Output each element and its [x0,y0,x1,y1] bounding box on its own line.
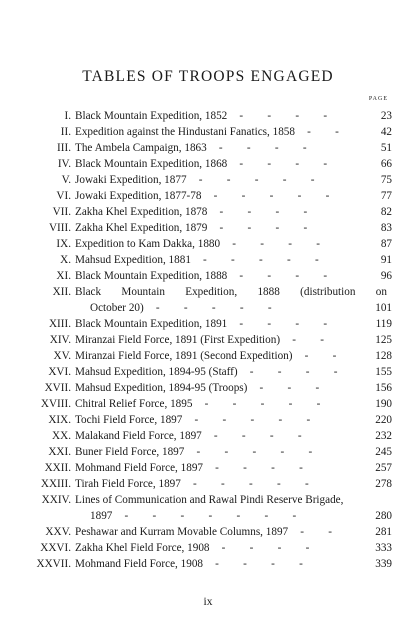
leader-dash: - [259,254,263,266]
leader-dash: - [221,542,226,554]
leader-dash: - [213,190,218,202]
entry-page-number: 82 [380,206,392,218]
entry-page-number: 156 [375,382,392,394]
leader-dash: - [300,526,305,538]
leader-dash: - [323,158,328,170]
leader-dash: - [306,414,311,426]
leader-dash: - [215,558,219,570]
entry-numeral: XXV. [45,526,71,538]
entry-page-number: 128 [375,350,392,362]
entry-numeral: XVII. [44,382,71,394]
entry-page-number: 281 [375,526,392,538]
leader-dash: - [299,462,303,474]
toc-entry [0,236,416,252]
leader-dash: - [275,222,280,234]
entry-title: Mahsud Expedition, 1894-95 (Staff) - - - - [75,364,385,380]
entry-page-number: 66 [380,158,392,170]
leader-dash: - [252,446,257,458]
entry-title-continued: 1897 [90,510,113,522]
leader-dash: - [208,510,213,522]
entry-numeral: XVI. [48,366,71,378]
leader-dash: - [325,190,330,202]
entry-title: Black Mountain Expedition, 1868 - - - - [75,156,385,172]
entry-numeral: II. [60,126,71,138]
entry-page-number: 75 [380,174,392,186]
entry-numeral: IV. [57,158,71,170]
entry-numeral: XXVI. [40,542,71,554]
entry-page-number: 125 [375,334,392,346]
leader-dash: - [232,398,237,410]
leader-dash: - [307,126,311,138]
leader-dash: - [295,158,300,170]
leader-dash: - [274,142,279,154]
leader-dash: - [211,302,216,314]
entry-numeral: XXIII. [40,478,71,490]
entry-page-number: 257 [375,462,392,474]
entry-numeral: XX. [52,430,71,442]
leader-dash: - [218,142,223,154]
leader-dash: - [193,478,197,490]
leader-dash: - [302,142,307,154]
entry-title: Jowaki Expedition, 1877-78 - - - - - [75,188,385,204]
entry-title: The Ambela Campaign, 1863 - - - - [75,140,385,156]
entry-page-number: 119 [375,318,392,330]
entry-title: Black Mountain Expedition, 1888 - - - - [75,268,385,284]
toc-entry [0,252,416,268]
leader-dash: - [239,302,244,314]
entry-page-number: 280 [375,510,392,522]
entry-title: Tochi Field Force, 1897 - - - - - [75,412,385,428]
entry-page-number: 155 [375,366,392,378]
toc-entry [0,124,416,140]
toc-entry [0,332,416,348]
leader-dash: - [323,270,328,282]
entry-title: Black Mountain Expedition, 1852 - - - - [75,108,385,124]
entry-title: Mohmand Field Force, 1897 - - - - [75,460,385,476]
entry-page-number: 77 [380,190,392,202]
leader-dash: - [295,110,300,122]
leader-dash: - [308,446,313,458]
entry-word: Mountain [121,286,165,298]
leader-dash: - [213,430,218,442]
leader-dash: - [260,398,265,410]
leader-dash: - [299,558,303,570]
toc-entry [0,140,416,156]
toc-entry [0,444,416,460]
leader-dash: - [316,238,320,250]
leader-dash: - [280,446,285,458]
leader-dash: - [243,462,247,474]
entry-numeral: V. [61,174,71,186]
entry-numeral: XXII. [44,462,71,474]
entry-numeral: X. [60,254,71,266]
leader-dash: - [224,446,229,458]
leader-dash: - [271,558,275,570]
toc-entry [0,284,416,316]
leader-dash: - [267,318,272,330]
entry-title: Black Mountain Expedition, 1891 - - - - [75,316,385,332]
leader-dash: - [282,174,287,186]
leader-dash: - [292,334,296,346]
leader-dash: - [297,430,302,442]
leader-dash: - [194,414,199,426]
leader-dash: - [124,510,129,522]
leader-dash: - [226,174,231,186]
leader-dash: - [277,366,282,378]
entry-title: Miranzai Field Force, 1891 (First Expedition) - - [75,332,385,348]
entry-title: Chitral Relief Force, 1895 - - - - - [75,396,385,412]
leader-dash: - [219,222,224,234]
leader-dash: - [155,302,160,314]
entry-numeral: XVIII. [40,398,71,410]
entry-numeral: XXVII. [36,558,71,570]
leader-dash: - [239,318,244,330]
leader-dash: - [271,462,275,474]
leader-dash: - [287,254,291,266]
leader-dash: - [303,206,308,218]
entry-page-number: 23 [380,110,392,122]
entry-title: Peshawar and Kurram Movable Columns, 1897 - - [75,524,385,540]
leader-dash: - [241,430,246,442]
leader-dash: - [278,414,283,426]
toc-entry [0,348,416,364]
entry-title: Lines of Communication and Rawal Pindi Reserve Brigade, 1897 - - - - - - - [75,494,344,522]
leader-dash: - [316,398,321,410]
leader-dash: - [305,478,309,490]
entry-numeral: VI. [56,190,71,202]
entry-title: Mohmand Field Force, 1908 - - - - [75,556,385,572]
leader-dash: - [221,478,225,490]
leader-dash: - [320,334,324,346]
leader-dash: - [249,478,253,490]
leader-dash: - [323,110,328,122]
leader-dash: - [198,174,203,186]
entry-page-number: 190 [375,398,392,410]
leader-dash: - [215,462,219,474]
entry-title: Tirah Field Force, 1897 - - - - - [75,476,385,492]
leader-dash: - [335,126,339,138]
leader-dash: - [277,478,281,490]
entry-page-number: 245 [375,446,392,458]
toc-entry [0,204,416,220]
entry-page-number: 220 [375,414,392,426]
leader-dash: - [288,398,293,410]
leader-dash: - [269,430,274,442]
entry-title: Zakha Khel Expedition, 1879 - - - - [75,220,385,236]
toc-entry [0,268,416,284]
leader-dash: - [295,318,300,330]
leader-dash: - [231,254,235,266]
entry-numeral: XXIV. [41,494,71,506]
entry-page-number: 91 [380,254,392,266]
leader-dash: - [249,542,254,554]
leader-dash: - [219,206,224,218]
entry-page-number: 51 [380,142,392,154]
leader-dash: - [232,238,236,250]
toc-entry [0,412,416,428]
leader-dash: - [305,366,310,378]
toc-entry [0,524,416,540]
leader-dash: - [305,542,310,554]
entry-numeral: XIX. [48,414,71,426]
leader-dash: - [180,510,185,522]
toc-entry [0,108,416,124]
entry-title: Expedition against the Hindustani Fanatics, 1858 - - [75,124,385,140]
leader-dash: - [183,302,188,314]
leader-dash: - [222,414,227,426]
entry-page-number: 339 [375,558,392,570]
leader-dash: - [269,190,274,202]
toc-entry [0,428,416,444]
entry-title: Zakha Khel Expedition, 1878 - - - - [75,204,385,220]
toc-entry [0,220,416,236]
entry-page-number: 333 [375,542,392,554]
leader-dash: - [303,222,308,234]
toc-entry [0,396,416,412]
leader-dash: - [267,302,272,314]
toc-entry [0,556,416,572]
leader-dash: - [247,222,252,234]
leader-dash: - [241,190,246,202]
leader-dash: - [287,382,292,394]
entry-word: Black [75,286,102,298]
toc-entry [0,172,416,188]
leader-dash: - [315,382,320,394]
leader-dash: - [267,158,272,170]
toc-entry [0,380,416,396]
page-column-heading: PAGE [368,96,388,102]
leader-dash: - [246,142,251,154]
leader-dash: - [239,270,244,282]
entry-numeral: III. [57,142,71,154]
entry-numeral: XI. [56,270,71,282]
leader-dash: - [304,350,309,362]
entry-title: Expedition to Kam Dakka, 1880 - - - - [75,236,385,252]
entry-word: (distribution [300,286,356,298]
leader-dash: - [267,110,272,122]
leader-dash: - [310,174,315,186]
entry-word: on [375,286,387,298]
leader-dash: - [277,542,282,554]
entry-title: Malakand Field Force, 1897 - - - - [75,428,385,444]
leader-dash: - [250,414,255,426]
leader-dash: - [292,510,297,522]
toc-entry [0,364,416,380]
entry-numeral: XII. [52,286,71,298]
entry-numeral: XV. [53,350,71,362]
leader-dash: - [239,158,244,170]
entry-word: Expedition, [185,286,238,298]
leader-dash: - [288,238,292,250]
page-number: ix [203,596,213,608]
leader-dash: - [275,206,280,218]
entry-title: Mahsud Expedition, 1881 - - - - - [75,252,385,268]
toc-entry [0,156,416,172]
toc-entry [0,188,416,204]
leader-dash: - [239,110,244,122]
leader-dash: - [152,510,157,522]
leader-dash: - [264,510,269,522]
leader-dash: - [323,318,328,330]
leader-dash: - [333,366,338,378]
entry-page-number: 83 [380,222,392,234]
entry-page-number: 232 [375,430,392,442]
leader-dash: - [196,446,201,458]
leader-dash: - [236,510,241,522]
entry-numeral: XIII. [48,318,71,330]
entry-title: Mahsud Expedition, 1894-95 (Troops) - - - [75,380,385,396]
leader-dash: - [315,254,319,266]
entry-page-number: 278 [375,478,392,490]
leader-dash: - [260,238,264,250]
toc-entry [0,492,416,524]
entry-title-continued: October 20) [90,302,144,314]
entry-numeral: XXI. [48,446,71,458]
toc-entry [0,540,416,556]
entry-title: Buner Field Force, 1897 - - - - - [75,444,385,460]
leader-dash: - [243,558,247,570]
entry-title: Zakha Khel Field Force, 1908 - - - - [75,540,385,556]
entry-page-number: 101 [375,302,392,314]
toc-entry [0,460,416,476]
entry-numeral: I. [64,110,71,122]
leader-dash: - [267,270,272,282]
entry-page-number: 42 [380,126,392,138]
entry-numeral: IX. [56,238,71,250]
leader-dash: - [247,206,252,218]
leader-dash: - [328,526,333,538]
entry-numeral: XIV. [49,334,71,346]
entry-title: Jowaki Expedition, 1877 - - - - - [75,172,385,188]
leader-dash: - [295,270,300,282]
entry-page-number: 96 [380,270,392,282]
toc-entry [0,316,416,332]
leader-dash: - [297,190,302,202]
leader-dash: - [259,382,264,394]
leader-dash: - [332,350,337,362]
leader-dash: - [249,366,254,378]
leader-dash: - [204,398,209,410]
entry-title: Miranzai Field Force, 1891 (Second Expedition) - - [75,348,385,364]
toc-entry [0,476,416,492]
leader-dash: - [203,254,207,266]
entry-numeral: VII. [52,206,71,218]
entry-page-number: 87 [380,238,392,250]
entry-numeral: VIII. [48,222,71,234]
page-title: TABLES OF TROOPS ENGAGED [82,68,334,85]
leader-dash: - [254,174,259,186]
entry-word: 1888 [257,286,280,298]
